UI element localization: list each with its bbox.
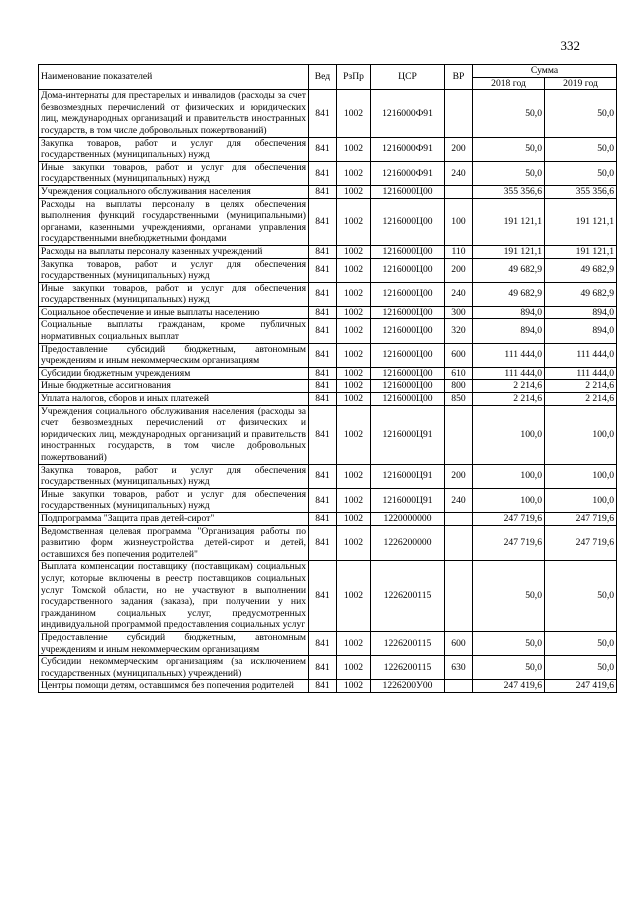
cell-rzpr: 1002 bbox=[337, 405, 371, 464]
cell-vr: 200 bbox=[445, 137, 473, 161]
cell-ved: 841 bbox=[309, 282, 337, 306]
cell-csr: 1216000Ц00 bbox=[371, 245, 445, 258]
cell-rzpr: 1002 bbox=[337, 161, 371, 185]
cell-2018: 111 444,0 bbox=[473, 343, 545, 367]
cell-ved: 841 bbox=[309, 198, 337, 245]
cell-rzpr: 1002 bbox=[337, 525, 371, 561]
cell-ved: 841 bbox=[309, 306, 337, 319]
cell-2018: 100,0 bbox=[473, 405, 545, 464]
cell-rzpr: 1002 bbox=[337, 90, 371, 137]
cell-ved: 841 bbox=[309, 367, 337, 380]
cell-csr: 1216000Ц00 bbox=[371, 306, 445, 319]
cell-csr: 1216000Ц91 bbox=[371, 464, 445, 488]
table-row bbox=[39, 161, 617, 185]
column-header-name: Наименование показателей bbox=[39, 65, 309, 90]
cell-csr: 1216000Ц00 bbox=[371, 380, 445, 393]
cell-2018: 247 719,6 bbox=[473, 512, 545, 525]
cell-2019: 894,0 bbox=[545, 319, 617, 343]
cell-csr: 1226200У00 bbox=[371, 680, 445, 693]
cell-2019: 49 682,9 bbox=[545, 258, 617, 282]
table-row bbox=[39, 343, 617, 367]
cell-2018: 894,0 bbox=[473, 319, 545, 343]
cell-csr: 1226200115 bbox=[371, 561, 445, 632]
cell-2018: 355 356,6 bbox=[473, 185, 545, 198]
table-row bbox=[39, 319, 617, 343]
cell-rzpr: 1002 bbox=[337, 306, 371, 319]
cell-ved: 841 bbox=[309, 631, 337, 655]
cell-2019: 2 214,6 bbox=[545, 393, 617, 406]
table-row bbox=[39, 258, 617, 282]
column-header-sum: Сумма bbox=[473, 65, 617, 78]
cell-vr: 200 bbox=[445, 464, 473, 488]
table-row bbox=[39, 90, 617, 137]
cell-name: Иные бюджетные ассигнования bbox=[39, 380, 309, 393]
cell-ved: 841 bbox=[309, 488, 337, 512]
cell-ved: 841 bbox=[309, 525, 337, 561]
cell-name: Субсидии бюджетным учреждениям bbox=[39, 367, 309, 380]
cell-ved: 841 bbox=[309, 319, 337, 343]
cell-2019: 247 719,6 bbox=[545, 512, 617, 525]
table-row bbox=[39, 137, 617, 161]
cell-name: Расходы на выплаты персоналу в целях обеспечения выполнения функций государственными (муниципальными) органами, казенными учреждениями, органами управления государственными внебюджетными фондами bbox=[39, 198, 309, 245]
cell-rzpr: 1002 bbox=[337, 393, 371, 406]
cell-ved: 841 bbox=[309, 656, 337, 680]
cell-name: Закупка товаров, работ и услуг для обеспечения государственных (муниципальных) нужд bbox=[39, 137, 309, 161]
cell-2019: 894,0 bbox=[545, 306, 617, 319]
cell-2019: 50,0 bbox=[545, 631, 617, 655]
cell-vr: 300 bbox=[445, 306, 473, 319]
cell-rzpr: 1002 bbox=[337, 137, 371, 161]
page-number: 332 bbox=[560, 38, 580, 53]
cell-2018: 2 214,6 bbox=[473, 393, 545, 406]
table-row bbox=[39, 464, 617, 488]
cell-csr: 1226200115 bbox=[371, 631, 445, 655]
cell-name: Учреждения социального обслуживания населения (расходы за счет безвозмездных перечислений от физических и юридических лиц, международных организаций и правительств иностранных государств, в том числе добровольных пожертвований) bbox=[39, 405, 309, 464]
cell-2018: 50,0 bbox=[473, 137, 545, 161]
cell-vr bbox=[445, 680, 473, 693]
cell-ved: 841 bbox=[309, 343, 337, 367]
cell-csr: 1216000Ц00 bbox=[371, 367, 445, 380]
cell-csr: 1216000Ц91 bbox=[371, 488, 445, 512]
cell-rzpr: 1002 bbox=[337, 198, 371, 245]
cell-csr: 1216000Ц00 bbox=[371, 185, 445, 198]
cell-2019: 49 682,9 bbox=[545, 282, 617, 306]
cell-csr: 1226200115 bbox=[371, 656, 445, 680]
cell-csr: 1216000Ц00 bbox=[371, 258, 445, 282]
cell-ved: 841 bbox=[309, 90, 337, 137]
cell-2019: 100,0 bbox=[545, 405, 617, 464]
cell-2019: 191 121,1 bbox=[545, 245, 617, 258]
cell-ved: 841 bbox=[309, 185, 337, 198]
cell-name: Предоставление субсидий бюджетным, автономным учреждениям и иным некоммерческим организациям bbox=[39, 631, 309, 655]
table-row bbox=[39, 367, 617, 380]
cell-name: Предоставление субсидий бюджетным, автономным учреждениям и иным некоммерческим организациям bbox=[39, 343, 309, 367]
cell-2018: 100,0 bbox=[473, 464, 545, 488]
cell-vr: 630 bbox=[445, 656, 473, 680]
cell-csr: 1216000Ц00 bbox=[371, 198, 445, 245]
cell-2018: 191 121,1 bbox=[473, 245, 545, 258]
cell-rzpr: 1002 bbox=[337, 319, 371, 343]
table-row bbox=[39, 380, 617, 393]
cell-2019: 247 719,6 bbox=[545, 525, 617, 561]
cell-2019: 355 356,6 bbox=[545, 185, 617, 198]
cell-name: Закупка товаров, работ и услуг для обеспечения государственных (муниципальных) нужд bbox=[39, 258, 309, 282]
cell-2018: 247 419,6 bbox=[473, 680, 545, 693]
cell-2019: 100,0 bbox=[545, 488, 617, 512]
cell-2019: 50,0 bbox=[545, 161, 617, 185]
cell-vr bbox=[445, 185, 473, 198]
cell-2019: 247 419,6 bbox=[545, 680, 617, 693]
table-row bbox=[39, 198, 617, 245]
cell-name: Социальное обеспечение и иные выплаты населению bbox=[39, 306, 309, 319]
cell-rzpr: 1002 bbox=[337, 282, 371, 306]
cell-name: Иные закупки товаров, работ и услуг для обеспечения государственных (муниципальных) нужд bbox=[39, 161, 309, 185]
cell-ved: 841 bbox=[309, 512, 337, 525]
table-body bbox=[39, 90, 617, 693]
cell-csr: 1226200000 bbox=[371, 525, 445, 561]
table-row bbox=[39, 393, 617, 406]
cell-vr: 200 bbox=[445, 258, 473, 282]
cell-vr bbox=[445, 90, 473, 137]
cell-2018: 50,0 bbox=[473, 561, 545, 632]
cell-name: Социальные выплаты гражданам, кроме публичных нормативных социальных выплат bbox=[39, 319, 309, 343]
cell-name: Уплата налогов, сборов и иных платежей bbox=[39, 393, 309, 406]
cell-2018: 50,0 bbox=[473, 631, 545, 655]
cell-2018: 191 121,1 bbox=[473, 198, 545, 245]
cell-2019: 50,0 bbox=[545, 656, 617, 680]
cell-2018: 50,0 bbox=[473, 90, 545, 137]
cell-csr: 1216000Ф91 bbox=[371, 137, 445, 161]
cell-ved: 841 bbox=[309, 245, 337, 258]
cell-2018: 100,0 bbox=[473, 488, 545, 512]
cell-2018: 50,0 bbox=[473, 656, 545, 680]
cell-csr: 1216000Ц91 bbox=[371, 405, 445, 464]
cell-vr: 240 bbox=[445, 282, 473, 306]
cell-rzpr: 1002 bbox=[337, 631, 371, 655]
cell-vr bbox=[445, 405, 473, 464]
cell-csr: 1216000Ф91 bbox=[371, 161, 445, 185]
cell-ved: 841 bbox=[309, 464, 337, 488]
table-row bbox=[39, 185, 617, 198]
table-row bbox=[39, 405, 617, 464]
cell-2019: 50,0 bbox=[545, 90, 617, 137]
cell-2018: 247 719,6 bbox=[473, 525, 545, 561]
cell-rzpr: 1002 bbox=[337, 656, 371, 680]
cell-csr: 1216000Ф91 bbox=[371, 90, 445, 137]
cell-2018: 2 214,6 bbox=[473, 380, 545, 393]
cell-2019: 50,0 bbox=[545, 561, 617, 632]
cell-rzpr: 1002 bbox=[337, 680, 371, 693]
cell-vr bbox=[445, 561, 473, 632]
cell-vr: 240 bbox=[445, 161, 473, 185]
cell-rzpr: 1002 bbox=[337, 512, 371, 525]
table-row bbox=[39, 512, 617, 525]
column-header-vr: ВР bbox=[445, 65, 473, 90]
cell-rzpr: 1002 bbox=[337, 258, 371, 282]
cell-ved: 841 bbox=[309, 405, 337, 464]
cell-csr: 1220000000 bbox=[371, 512, 445, 525]
cell-ved: 841 bbox=[309, 161, 337, 185]
cell-ved: 841 bbox=[309, 561, 337, 632]
cell-2018: 50,0 bbox=[473, 161, 545, 185]
column-header-2018: 2018 год bbox=[473, 77, 545, 90]
cell-vr bbox=[445, 512, 473, 525]
cell-rzpr: 1002 bbox=[337, 343, 371, 367]
cell-ved: 841 bbox=[309, 393, 337, 406]
cell-vr: 800 bbox=[445, 380, 473, 393]
cell-vr: 610 bbox=[445, 367, 473, 380]
cell-2019: 191 121,1 bbox=[545, 198, 617, 245]
cell-rzpr: 1002 bbox=[337, 380, 371, 393]
cell-name: Ведомственная целевая программа "Организация работы по развитию форм жизнеустройства детей-сирот и детей, оставшихся без попечения родителей" bbox=[39, 525, 309, 561]
cell-csr: 1216000Ц00 bbox=[371, 319, 445, 343]
table-row bbox=[39, 656, 617, 680]
cell-csr: 1216000Ц00 bbox=[371, 393, 445, 406]
cell-name: Расходы на выплаты персоналу казенных учреждений bbox=[39, 245, 309, 258]
cell-rzpr: 1002 bbox=[337, 464, 371, 488]
cell-rzpr: 1002 bbox=[337, 185, 371, 198]
cell-vr bbox=[445, 525, 473, 561]
cell-name: Подпрограмма "Защита прав детей-сирот" bbox=[39, 512, 309, 525]
cell-csr: 1216000Ц00 bbox=[371, 282, 445, 306]
cell-2019: 111 444,0 bbox=[545, 343, 617, 367]
cell-name: Центры помощи детям, оставшимся без попечения родителей bbox=[39, 680, 309, 693]
column-header-rzpr: РзПр bbox=[337, 65, 371, 90]
cell-2018: 894,0 bbox=[473, 306, 545, 319]
table-row bbox=[39, 306, 617, 319]
cell-vr: 320 bbox=[445, 319, 473, 343]
table-row bbox=[39, 525, 617, 561]
table-row bbox=[39, 488, 617, 512]
cell-2018: 111 444,0 bbox=[473, 367, 545, 380]
budget-table bbox=[38, 64, 617, 693]
cell-rzpr: 1002 bbox=[337, 245, 371, 258]
cell-csr: 1216000Ц00 bbox=[371, 343, 445, 367]
cell-2018: 49 682,9 bbox=[473, 258, 545, 282]
cell-name: Учреждения социального обслуживания населения bbox=[39, 185, 309, 198]
cell-vr: 100 bbox=[445, 198, 473, 245]
cell-name: Закупка товаров, работ и услуг для обеспечения государственных (муниципальных) нужд bbox=[39, 464, 309, 488]
table-row bbox=[39, 245, 617, 258]
column-header-ved: Вед bbox=[309, 65, 337, 90]
column-header-csr: ЦСР bbox=[371, 65, 445, 90]
cell-name: Субсидии некоммерческим организациям (за исключением государственных (муниципальных) учреждений) bbox=[39, 656, 309, 680]
cell-rzpr: 1002 bbox=[337, 488, 371, 512]
cell-vr: 600 bbox=[445, 343, 473, 367]
table-row bbox=[39, 680, 617, 693]
cell-2019: 50,0 bbox=[545, 137, 617, 161]
table-row bbox=[39, 282, 617, 306]
cell-vr: 240 bbox=[445, 488, 473, 512]
cell-2019: 100,0 bbox=[545, 464, 617, 488]
table-row bbox=[39, 631, 617, 655]
cell-vr: 110 bbox=[445, 245, 473, 258]
cell-ved: 841 bbox=[309, 380, 337, 393]
cell-vr: 850 bbox=[445, 393, 473, 406]
cell-ved: 841 bbox=[309, 137, 337, 161]
cell-ved: 841 bbox=[309, 680, 337, 693]
cell-2018: 49 682,9 bbox=[473, 282, 545, 306]
table-row bbox=[39, 561, 617, 632]
cell-rzpr: 1002 bbox=[337, 561, 371, 632]
cell-2019: 111 444,0 bbox=[545, 367, 617, 380]
cell-name: Иные закупки товаров, работ и услуг для обеспечения государственных (муниципальных) нужд bbox=[39, 282, 309, 306]
cell-name: Иные закупки товаров, работ и услуг для обеспечения государственных (муниципальных) нужд bbox=[39, 488, 309, 512]
cell-name: Выплата компенсации поставщику (поставщикам) социальных услуг, которые включены в реестр поставщиков социальных услуг Томской области, но не участвуют в выполнении государственного задания (заказа), при получении у них гражданином социальных услуг, предусмотренных индивидуальной программой предоставления социальных услуг bbox=[39, 561, 309, 632]
cell-2019: 2 214,6 bbox=[545, 380, 617, 393]
cell-vr: 600 bbox=[445, 631, 473, 655]
column-header-2019: 2019 год bbox=[545, 77, 617, 90]
cell-name: Дома-интернаты для престарелых и инвалидов (расходы за счет безвозмездных перечислений от физических и юридических лиц, международных организаций и правительств иностранных государств, в том числе добровольных пожертвований) bbox=[39, 90, 309, 137]
cell-rzpr: 1002 bbox=[337, 367, 371, 380]
cell-ved: 841 bbox=[309, 258, 337, 282]
